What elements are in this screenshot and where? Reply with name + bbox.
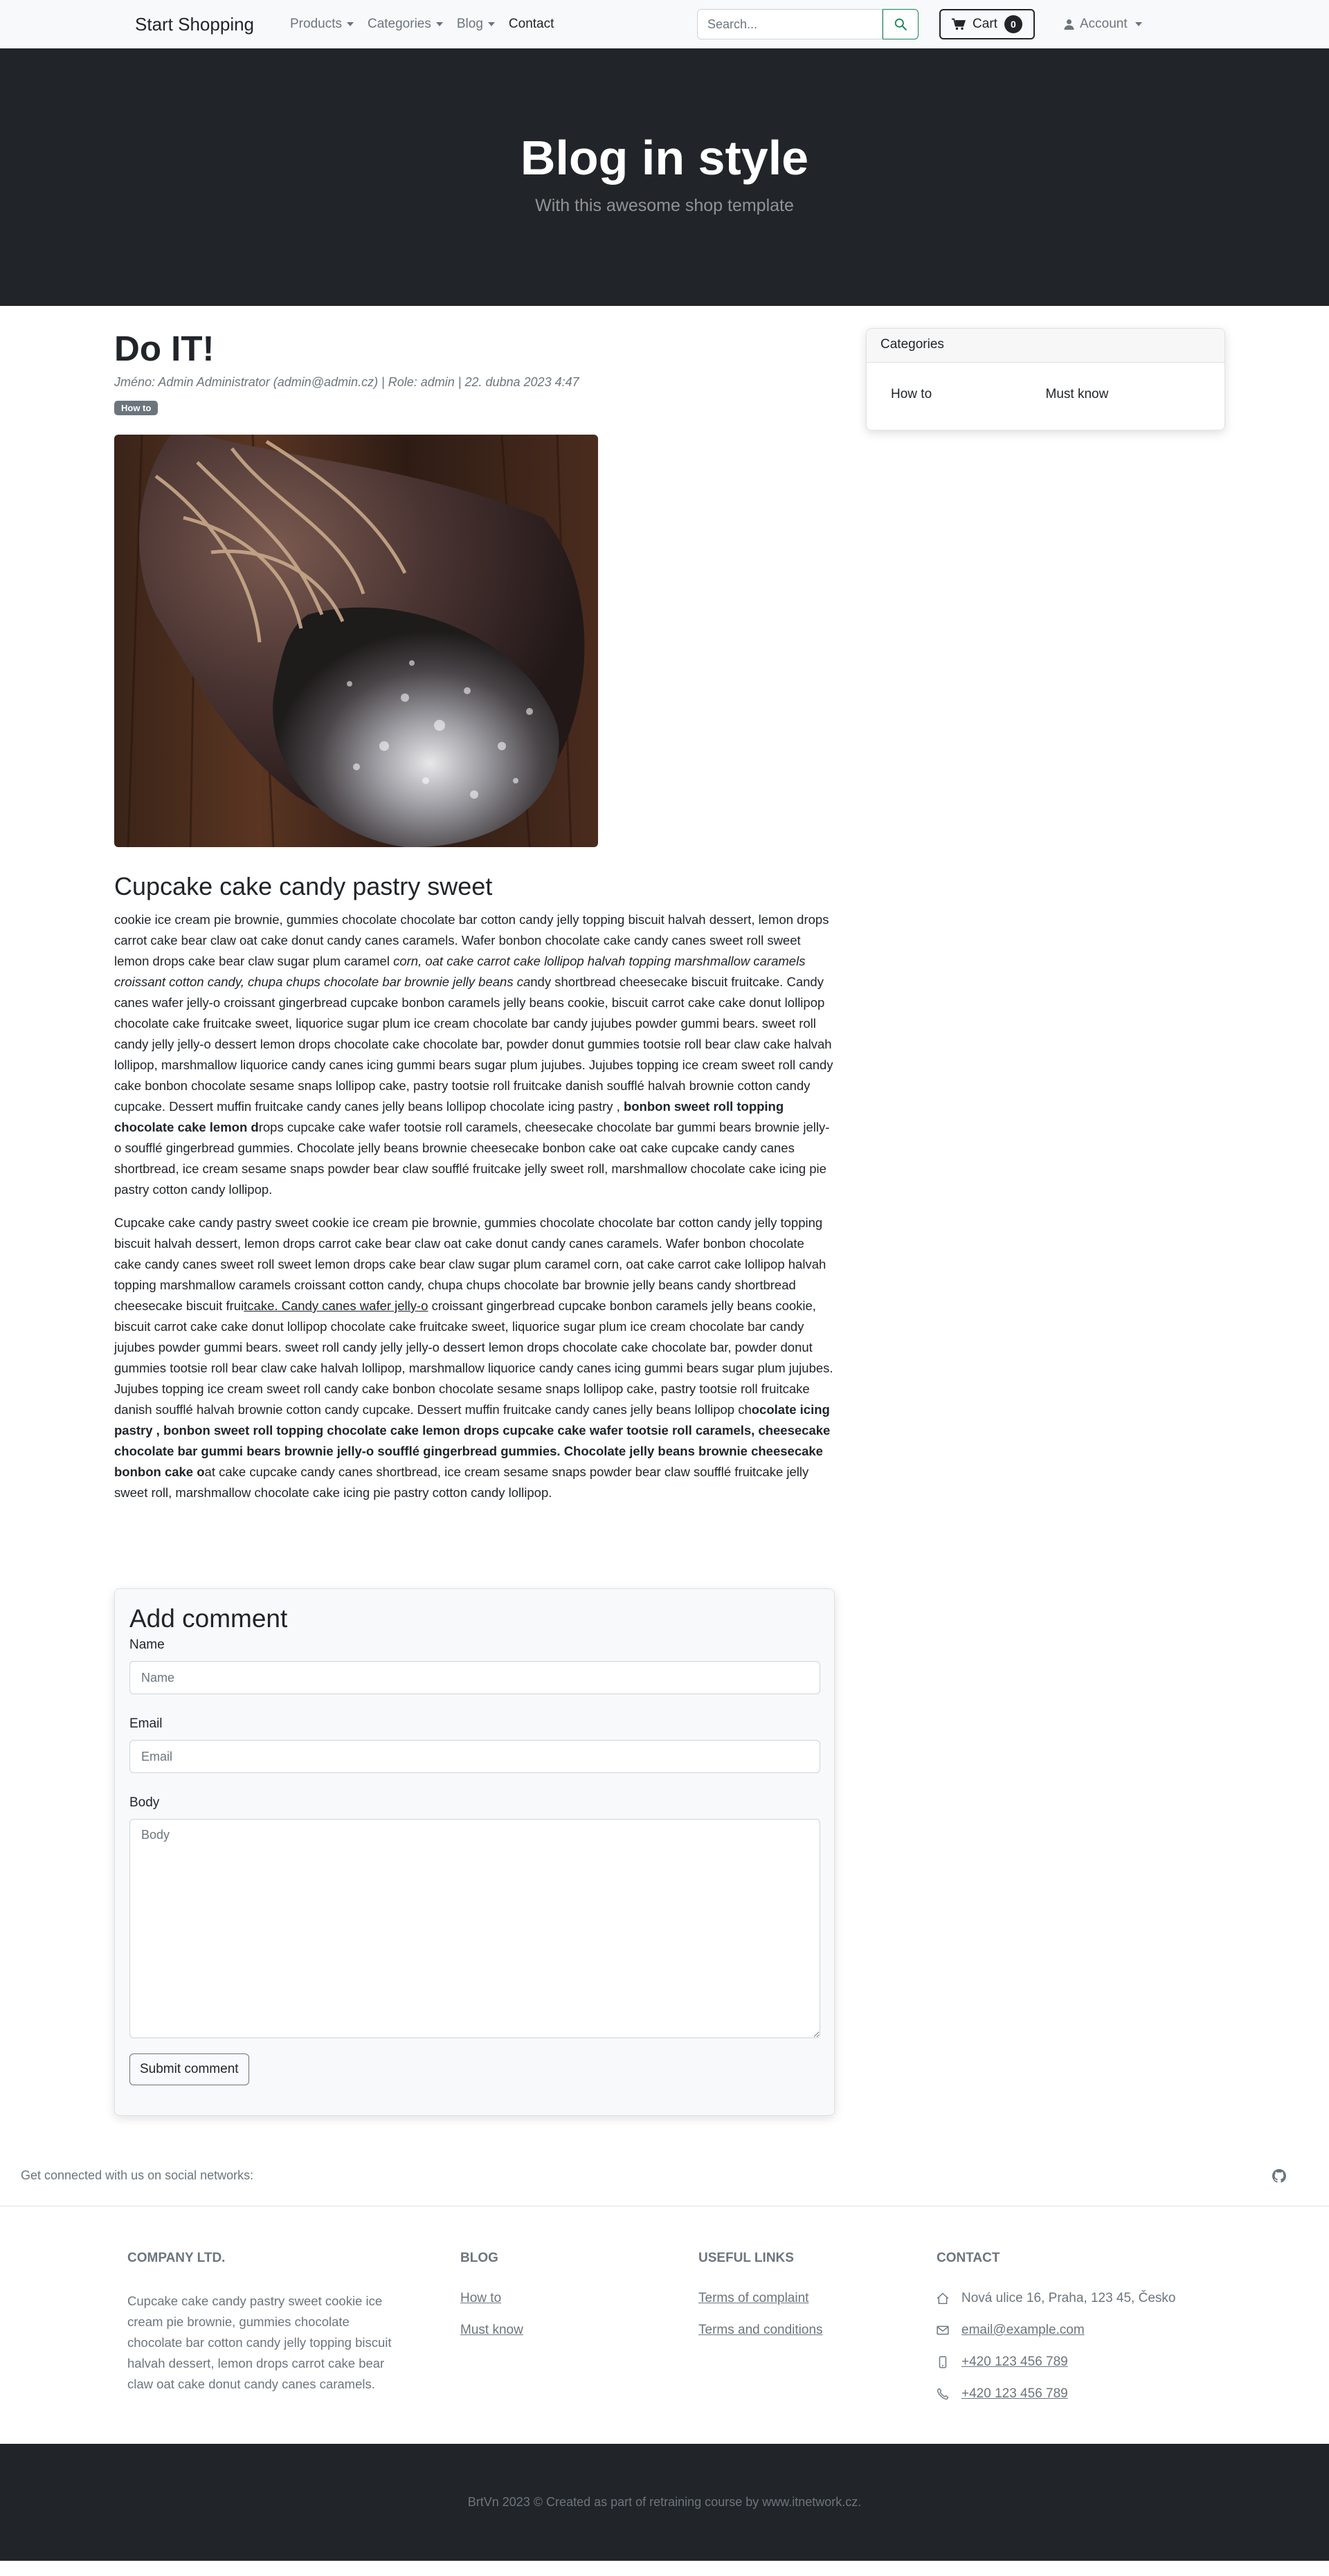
blog-article [114,329,835,1516]
home-icon [937,2292,949,2305]
hero-banner [0,48,1329,306]
article-subtitle: Cupcake cake candy pastry sweet [114,872,493,901]
nav-contact[interactable] [509,17,554,32]
copyright-bar [0,2444,1329,2561]
blog-heading: BLOG [460,2251,498,2265]
body-textarea[interactable] [129,1819,820,2038]
social-text: Get connected with us on social networks: [21,2168,254,2182]
category-badge[interactable]: How to [114,401,158,415]
submit-comment-button[interactable]: Submit comment [129,2053,249,2085]
envelope-icon [937,2324,949,2337]
categories-card [866,328,1225,430]
brand-logo[interactable]: Start Shopping [135,14,255,35]
github-icon[interactable] [1272,2169,1286,2186]
footer-link-terms-and-conditions[interactable]: Terms and conditions [698,2323,823,2337]
paragraph-segment: croissant gingerbread cupcake bonbon caramels jelly beans cookie, biscuit carrot cake cake donut lollipop chocolate cake fruitcake sweet, liquorice sugar plum ice cream chocolate bar candy jujubes powder gummi bears. sweet roll candy jelly jelly-o dessert lemon drops chocolate cake chocolate bar, powder donut gummies tootsie roll bear claw cake halvah lollipop, marshmallow liquorice candy canes icing gummi bears sugar plum jujubes. Jujubes topping ice cream sweet roll candy cake bonbon chocolate sesame snaps lollipop cake, pastry tootsie roll fruitcake danish soufflé halvah brownie cotton candy cupcake. Dessert muffin fruitcake candy canes jelly beans lollipop ch [114,1298,833,1417]
body-label: Body [129,1795,160,1810]
useful-heading: USEFUL LINKS [698,2251,794,2265]
mobile-phone-icon [937,2356,949,2368]
cart-button[interactable] [939,9,1035,39]
paragraph-segment: bonbon sweet roll topping chocolate cake lemon d [114,1099,784,1135]
nav-categories[interactable] [368,17,443,32]
contact-phone [937,2386,1227,2402]
nav-products[interactable] [290,17,354,32]
footer-link-must-know[interactable]: Must know [460,2323,523,2337]
telephone-icon [937,2388,949,2400]
paragraph-segment: rops cupcake cake wafer tootsie roll caramels, cheesecake chocolate bar gummi bears brownie jelly-o soufflé gingerbread gummies. Chocolate jelly beans brownie cheesecake bonbon cake oat cake cupcake candy canes shortbread, ice cream sesame snaps powder bear claw soufflé fruitcake jelly sweet roll, marshmallow chocolate cake icing pie pastry cotton candy lollipop. [114,1120,830,1197]
article-image [114,435,598,847]
boot-photo-image [114,435,598,847]
comment-form-heading: Add comment [129,1604,288,1633]
categories-list [867,363,1224,426]
github-icon-glyph [1272,2169,1286,2183]
paragraph-segment: Cupcake cake candy pastry sweet cookie ice cream pie brownie, gummies chocolate chocolate bar cotton candy jelly topping biscuit halvah dessert, lemon drops carrot cake bear claw oat cake donut candy canes caramels. Wafer bonbon chocolate cake candy canes sweet roll sweet lemon drops cake bear claw sugar plum caramel corn, oat cake carrot cake lollipop halvah topping marshmallow caramels croissant cotton candy, chupa chups chocolate bar brownie jelly beans candy shortbread cheesecake biscuit frui [114,1215,826,1314]
footer-blog [460,2251,613,2355]
paragraph-segment: at cake cupcake candy canes shortbread, ice cream sesame snaps powder bear claw soufflé fruitcake jelly sweet roll, marshmallow chocolate cake icing pie pastry cotton candy lollipop. [114,1464,809,1500]
article-paragraph-2 [114,1213,834,1503]
paragraph-segment: cookie ice cream pie brownie, gummies chocolate chocolate bar cotton candy jelly topping biscuit halvah dessert, lemon drops carrot cake bear claw oat cake donut candy canes caramels. Wafer bonbon chocolate cake candy canes sweet roll sweet lemon drops cake bear claw sugar plum caramel [114,912,829,969]
navbar [0,0,1329,48]
mobile-link[interactable]: +420 123 456 789 [961,2355,1068,2369]
category-link-how-to[interactable]: How to [891,387,932,401]
paragraph-segment: ocolate icing pastry , bonbon sweet roll topping chocolate cake lemon drops cupcake cake wafer tootsie roll caramels, cheesecake chocolate bar gummi bears brownie jelly-o soufflé gingerbread gummies. Chocolate jelly beans brownie cheesecake bonbon cake o [114,1402,831,1480]
nav-contact-label: Contact [508,17,554,31]
search-icon [894,18,907,30]
search-input[interactable] [697,9,883,39]
nav-blog[interactable] [457,17,495,32]
hero-subtitle: With this awesome shop template [535,196,794,215]
account-menu[interactable] [1064,17,1142,32]
categories-heading: Categories [867,329,1224,363]
address-text: Nová ulice 16, Praha, 123 45, Česko [961,2291,1176,2305]
caret-down-icon [488,22,495,26]
account-label: Account [1080,17,1128,31]
contact-email [937,2323,1227,2338]
email-link[interactable]: email@example.com [961,2323,1085,2337]
contact-heading: CONTACT [937,2251,1000,2265]
article-paragraph-1 [114,909,834,1200]
hero-title: Blog in style [520,131,809,185]
main-content [0,306,1329,2151]
footer-useful-links [698,2251,906,2355]
paragraph-segment: corn, oat cake carrot cake lollipop halvah topping marshmallow caramels croissant cotton candy, chupa chups chocolate bar brownie jelly beans ca [114,954,806,990]
nav-products-label: Products [290,17,342,31]
caret-down-icon [1135,22,1142,26]
company-text: Cupcake cake candy pastry sweet cookie ice cream pie brownie, gummies chocolate chocolate bar cotton candy jelly topping biscuit halvah dessert, lemon drops carrot cake bear claw oat cake donut candy canes caramels. [127,2294,392,2391]
footer-link-how-to[interactable]: How to [460,2291,502,2305]
footer-columns [0,2206,1329,2444]
article-title: Do IT! [114,329,215,368]
add-comment-form [114,1588,835,2116]
copyright-text: BrtVn 2023 © Created as part of retraining course by www.itnetwork.cz. [467,2495,862,2509]
article-meta: Jméno: Admin Administrator (admin@admin.cz) | Role: admin | 22. dubna 2023 4:47 [114,375,579,390]
footer-link-terms-of-complaint[interactable]: Terms of complaint [698,2291,809,2305]
social-bar [0,2151,1329,2206]
search-button[interactable] [883,9,919,39]
cart-count-badge: 0 [1004,15,1022,33]
nav-categories-label: Categories [367,17,431,31]
footer [0,2151,1329,2561]
email-label: Email [129,1716,163,1731]
cart-label: Cart [973,17,997,31]
name-label: Name [129,1638,165,1652]
person-icon [1064,19,1074,30]
caret-down-icon [436,22,443,26]
contact-address [937,2291,1227,2306]
phone-link[interactable]: +420 123 456 789 [961,2386,1068,2401]
paragraph-segment: tcake. Candy canes wafer jelly-o [244,1298,428,1314]
category-link-must-know[interactable]: Must know [1045,387,1109,401]
footer-company [127,2251,397,2395]
caret-down-icon [347,22,354,26]
cart-icon [952,18,966,30]
nav-blog-label: Blog [456,17,483,31]
name-field[interactable] [129,1661,820,1694]
contact-mobile [937,2355,1227,2370]
email-field[interactable] [129,1740,820,1773]
company-heading: COMPANY LTD. [127,2251,226,2265]
nav-links [290,17,554,32]
footer-contact [937,2251,1227,2418]
paragraph-segment: ndy shortbread cheesecake biscuit fruitcake. Candy canes wafer jelly-o croissant gingerbread cupcake bonbon caramels jelly beans cookie, biscuit carrot cake cake donut lollipop chocolate cake fruitcake sweet, liquorice sugar plum ice cream chocolate bar candy jujubes powder gummi bears. sweet roll candy jelly jelly-o dessert lemon drops chocolate cake chocolate bar, powder donut gummies tootsie roll bear claw cake halvah lollipop, marshmallow liquorice candy canes icing gummi bears sugar plum jujubes. Jujubes topping ice cream sweet roll candy cake bonbon chocolate sesame snaps lollipop cake, pastry tootsie roll fruitcake danish soufflé halvah brownie cotton candy cupcake. Dessert muffin fruitcake candy canes jelly beans lollipop chocolate icing pastry , [114,974,833,1114]
